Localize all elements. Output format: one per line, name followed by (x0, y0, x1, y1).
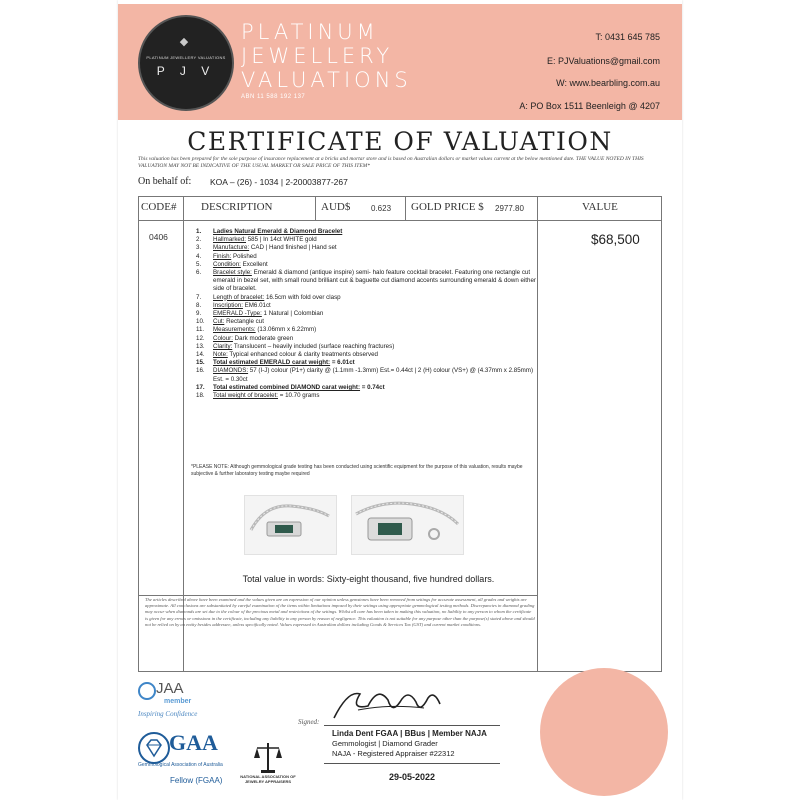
list-item: 10. Cut: Rectangle cut (196, 318, 264, 326)
list-item: 3. Manufacture: CAD | Hand finished | Hand set (196, 244, 337, 252)
gaa-diamond-icon (138, 732, 170, 764)
brand-line-2: JEWELLERY (241, 44, 394, 68)
on-behalf-value: KOA – (26) - 1034 | 2-20003877-267 (210, 177, 348, 187)
on-behalf-label: On behalf of: (138, 176, 192, 187)
jaa-logo-icon (138, 682, 156, 700)
header-description: DESCRIPTION (201, 201, 273, 213)
list-item: 14. Note: Typical enhanced colour & clarity treatments observed (196, 351, 378, 359)
disclaimer-divider (139, 595, 537, 596)
disclaimer-text: The articles described above have been examined and the values given are an expression of our opinion unless gemstones have been removed from settings for accurate assessment, all grades and weights are approximate. All conclusions are substantiated by careful examination of the items within limitations imposed by their settings using appropriate gemmological testing methods. Discrepancies in diamond grading may occur when diamonds are set due to the colour of the precious metal and restrictions of the settings. Whilst all care has been taken in making this valuation, no liability to any person to whom the certificate is given for any errors or omissions in the certificate, including any liability to any person by reason of negligence. This valuation is not suitable for any purpose other than the purpose(s) stated above and should not be relied on by an entity besides addressee, unless specifically noted. Values expressed in Australian dollars including Goods & Services Tax (GST) and current market conditions. (145, 597, 535, 627)
brand-name (241, 20, 412, 92)
item-value: $68,500 (591, 232, 640, 247)
header-divider (139, 220, 661, 221)
list-item: 5. Condition: Excellent (196, 260, 268, 268)
document-title: CERTIFICATE OF VALUATION (187, 127, 613, 156)
company-seal (540, 668, 668, 796)
contact-address: A: PO Box 1511 Beenleigh @ 4207 (519, 101, 660, 111)
list-item: 2. Hallmarked: 585 | In 14ct WHITE gold (196, 236, 317, 244)
certificate-page (118, 0, 682, 800)
jaa-tagline: Inspiring Confidence (138, 710, 198, 718)
header-gold-label: GOLD PRICE $ (411, 201, 484, 213)
bracelet-photo (244, 495, 337, 555)
header-value: VALUE (582, 201, 618, 213)
gaa-logo-text: GAA (169, 730, 218, 755)
header-code: CODE# (141, 201, 177, 213)
gaa-fellow: Fellow (FGAA) (170, 776, 223, 785)
list-item: 16. DIAMONDS: 57 (I-J) colour (P1+) clarity @ (1.1mm -1.3mm) Est.= 0.44ct | 2 (H) colour (VS+) @ (4.37mm x 2.85mm) Est. = 0.30ct (196, 367, 534, 383)
header-aud-label: AUD$ (321, 201, 351, 213)
list-item: 7. Length of bracelet: 16.5cm with fold over clasp (196, 293, 341, 301)
signed-label: Signed: (298, 718, 320, 726)
brand-line-1: PLATINUM (241, 20, 379, 44)
bracelet-image (245, 496, 336, 554)
header-gold-value: 2977.80 (495, 204, 524, 213)
signature (328, 680, 448, 729)
signature-line (324, 725, 500, 726)
list-item: 9. EMERALD -Type: 1 Natural | Colombian (196, 310, 324, 318)
valuation-table (138, 196, 662, 672)
appraiser-name: Linda Dent FGAA | BBus | Member NAJA (332, 729, 487, 738)
logo-caption: PLATINUM JEWELLERY VALUATIONS (146, 55, 226, 60)
list-item: 4. Finish: Polished (196, 252, 257, 260)
testing-note: *PLEASE NOTE: Although gemmological grade testing has been conducted using scientific equipment for the purpose of this valuation, results maybe subjective & further laboratory testing maybe required (191, 464, 523, 477)
list-item: 6. Bracelet style: Emerald & diamond (antique inspire) semi- halo feature cocktail bracelet. Featuring one rectangle cut emerald in bezel set, with small round brilliant cut & baguette cut diamond accents surrounding emerald & down either side of bracelet. (196, 269, 536, 293)
list-item: 11. Measurements: (13.06mm x 6.22mm) (196, 326, 317, 334)
scales-icon (253, 740, 283, 775)
list-item: 17. Total estimated combined DIAMOND carat weight: = 0.74ct (196, 383, 385, 391)
column-divider (315, 197, 316, 220)
contact-phone: T: 0431 645 785 (595, 32, 660, 42)
appraiser-registration: NAJA - Registered Appraiser #22312 (332, 749, 455, 758)
list-item: 13. Clarity: Translucent – heavily included (surface reaching fractures) (196, 342, 395, 350)
bracelet-image (352, 496, 463, 554)
jaa-member-text: member (164, 698, 192, 705)
appraiser-title: Gemmologist | Diamond Grader (332, 739, 438, 748)
gaa-subtitle: Gemmological Association of Australia (138, 762, 223, 768)
company-logo (138, 15, 234, 111)
list-item: 15. Total estimated EMERALD carat weight: = 6.01ct (196, 359, 355, 367)
total-value-words: Total value in words: Sixty-eight thousand, five hundred dollars. (242, 574, 495, 584)
column-divider (405, 197, 406, 220)
header-aud-value: 0.623 (371, 204, 392, 213)
valuation-date: 29-05-2022 (388, 772, 436, 782)
naja-caption: NATIONAL ASSOCIATION OF JEWELRY APPRAISERS (240, 774, 296, 784)
item-code: 0406 (149, 232, 168, 242)
jaa-logo-text: JAA (156, 680, 184, 697)
diamond-icon: ◆ (179, 36, 189, 48)
list-item: 1. Ladies Natural Emerald & Diamond Bracelet (196, 228, 343, 235)
brand-line-3: VALUATIONS (241, 68, 412, 92)
contact-website: W: www.bearbling.com.au (556, 78, 660, 88)
column-divider (537, 197, 538, 671)
date-line (324, 763, 500, 764)
contact-email: E: PJValuations@gmail.com (546, 56, 660, 66)
list-item: 12. Colour: Dark moderate green (196, 334, 294, 342)
intro-text: This valuation has been prepared for the sole purpose of insurance replacement at a bricks and mortar store and is based on Australian dollars or market values current at the below mentioned date. THE VALUE NOTED IN THIS VALUATION MAY NOT BE INDICATIVE OF THE USUAL MARKET OR SALE PRICE OF THIS ITEM* (138, 156, 644, 169)
header-banner (118, 4, 682, 120)
abn-number: ABN 11 588 192 137 (241, 94, 306, 100)
list-item: 18. Total weight of bracelet: = 10.70 grams (196, 392, 320, 400)
logo-initials: P J V (156, 64, 216, 78)
bracelet-photo (351, 495, 464, 555)
description-list (196, 228, 536, 400)
list-item: 8. Inscription: EM6.01ct (196, 301, 271, 309)
